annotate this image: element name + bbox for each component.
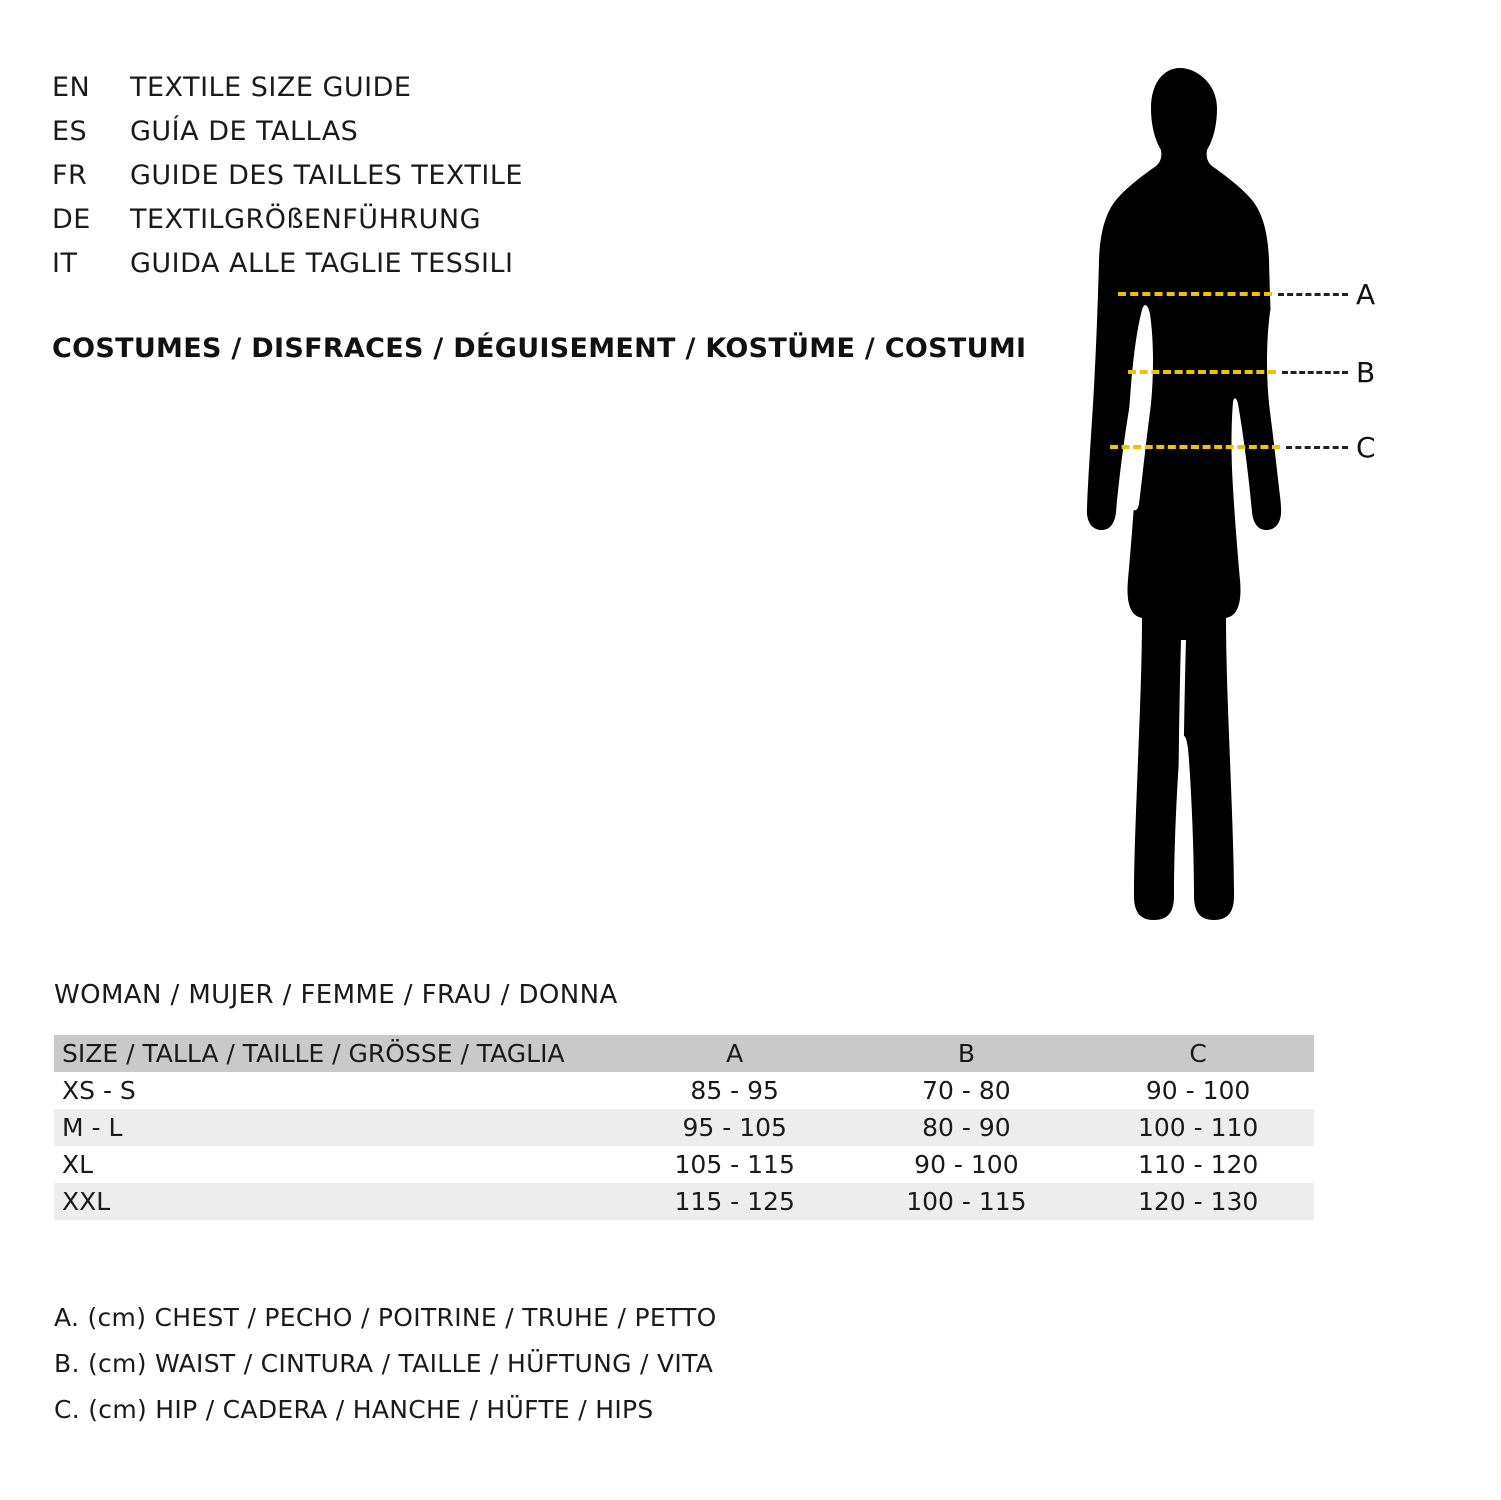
language-label: TEXTILGRÖßENFÜHRUNG [130,204,482,235]
language-label: GUIDE DES TAILLES TEXTILE [130,160,523,191]
language-row-en [52,72,1032,116]
table-row [54,1109,1314,1146]
legend-item-waist: B. (cm) WAIST / CINTURA / TAILLE / HÜFTUNG / VITA [54,1349,714,1378]
measurement-legend [54,1295,1054,1433]
language-label: GUIDA ALLE TAGLIE TESSILI [130,248,514,279]
measure-label-c: C [1356,431,1376,464]
cell-size: XS - S [62,1076,136,1105]
cell-waist: 100 - 115 [906,1187,1027,1216]
cell-hip: 110 - 120 [1137,1150,1259,1179]
table-title: WOMAN / MUJER / FEMME / FRAU / DONNA [54,980,618,1010]
cell-chest: 105 - 115 [674,1150,795,1179]
woman-silhouette-icon [1030,60,1330,940]
cell-waist: 70 - 80 [922,1076,1011,1105]
language-label: GUÍA DE TALLAS [130,116,359,147]
column-header-b: B [957,1039,975,1068]
table-row [54,1072,1314,1109]
table-row [54,1183,1314,1220]
table-header-row [54,1035,1314,1072]
hip-measure-line [1110,445,1280,449]
cell-size: XL [62,1150,94,1179]
language-code: ES [52,116,88,147]
cell-chest: 115 - 125 [674,1187,795,1216]
cell-waist: 90 - 100 [914,1150,1019,1179]
language-code: DE [52,204,91,235]
column-header-a: A [726,1039,744,1068]
category-heading: COSTUMES / DISFRACES / DÉGUISEMENT / KOSTÜME / COSTUMI [52,333,1027,364]
language-code: EN [52,72,91,103]
cell-size: XXL [62,1187,111,1216]
legend-item-hip: C. (cm) HIP / CADERA / HANCHE / HÜFTE / HIPS [54,1395,654,1424]
language-code: FR [52,160,88,191]
cell-hip: 90 - 100 [1145,1076,1251,1105]
chest-leader-line [1278,293,1348,296]
measurement-figure [1030,60,1450,940]
cell-chest: 85 - 95 [690,1076,779,1105]
language-label: TEXTILE SIZE GUIDE [130,72,412,103]
measure-label-a: A [1356,278,1376,311]
legend-item-chest: A. (cm) CHEST / PECHO / POITRINE / TRUHE / PETTO [54,1303,717,1332]
table-header [54,1035,1314,1072]
cell-hip: 100 - 110 [1137,1113,1259,1142]
waist-leader-line [1282,371,1348,374]
column-header-size: SIZE / TALLA / TAILLE / GRÖSSE / TAGLIA [62,1039,565,1068]
chest-measure-line [1118,292,1272,296]
language-code: IT [52,248,78,279]
waist-measure-line [1128,370,1276,374]
language-row-fr [52,160,1032,204]
table-body [54,1072,1314,1220]
cell-size: M - L [62,1113,123,1142]
cell-chest: 95 - 105 [682,1113,787,1142]
language-row-it [52,248,1032,292]
hip-leader-line [1286,446,1348,449]
language-list [52,72,1032,292]
table-row [54,1146,1314,1183]
cell-waist: 80 - 90 [922,1113,1011,1142]
language-row-de [52,204,1032,248]
cell-hip: 120 - 130 [1137,1187,1259,1216]
measure-label-b: B [1356,356,1376,389]
column-header-c: C [1189,1039,1207,1068]
language-row-es [52,116,1032,160]
size-table [54,1035,1314,1220]
